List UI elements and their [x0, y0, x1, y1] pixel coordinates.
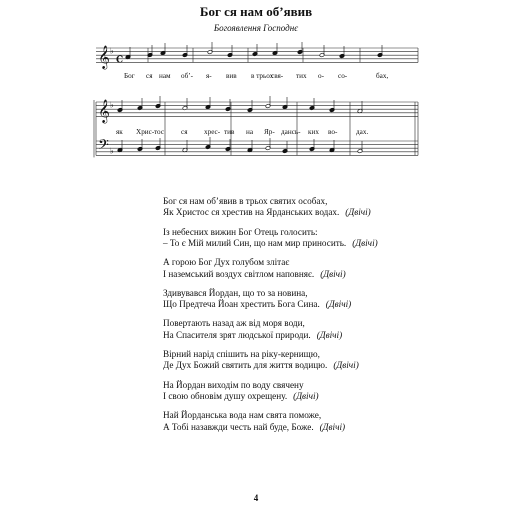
- repeat-mark: (Двічі): [293, 391, 319, 402]
- verse-line: [163, 330, 383, 341]
- song-subtitle: Богоявлення Господнє: [213, 23, 299, 33]
- lyric-syllable: дансь-: [281, 128, 301, 136]
- verse-line-text: На Спасителя зрят людської природи.: [163, 329, 311, 340]
- verse-line-text: Де Дух Божий святить для життя водицю.: [163, 360, 328, 371]
- verse-line: [163, 257, 383, 268]
- verse-line-text: А горою Бог Дух голубом злітає: [163, 257, 290, 268]
- clefs: [98, 44, 123, 156]
- verse-line-text: – То є Мій милий Син, що нам мир приносить.: [163, 238, 347, 249]
- lyric-syllable: як: [116, 128, 123, 136]
- verse-line: [163, 410, 383, 421]
- lyric-syllable: Хрис-: [136, 128, 155, 136]
- verse-line: [163, 380, 383, 391]
- lyric-syllable: Яр-: [264, 128, 275, 136]
- verse: [163, 227, 383, 250]
- verse-line: [163, 360, 383, 371]
- lyric-syllable: тих: [296, 72, 307, 80]
- verses: [163, 196, 383, 441]
- verse-line-text: Здивувався Йордан, що то за новина,: [163, 287, 308, 298]
- verse-line-text: Най Йорданська вода нам свята поможе,: [163, 410, 322, 421]
- verse-line-text: Із небесних вижин Бог Отець голосить:: [163, 226, 318, 237]
- lyric-syllable: дах.: [356, 128, 369, 136]
- lyric-syllable: о-: [318, 72, 324, 80]
- staff-lines: [94, 48, 418, 157]
- verse: [163, 349, 383, 372]
- lyric-syllable: ся: [181, 128, 188, 136]
- lyric-syllable: тив: [224, 128, 235, 136]
- lyric-syllable: нам: [159, 72, 171, 80]
- music-score: [0, 0, 512, 190]
- verse-line: [163, 207, 383, 218]
- verse-line: [163, 238, 383, 249]
- flat-icon: ♭: [110, 146, 114, 156]
- lyric-syllable: во-: [328, 128, 338, 136]
- verse-line: [163, 422, 383, 433]
- flat-icon: ♭: [110, 100, 114, 110]
- verse-line-text: Вірний нарід спішить на ріку-кернищю,: [163, 349, 320, 360]
- verse-line-text: Повертають назад аж від моря води,: [163, 318, 305, 329]
- repeat-mark: (Двічі): [319, 421, 346, 432]
- lyric-syllable: вив: [226, 72, 237, 80]
- repeat-mark: (Двічі): [333, 360, 359, 371]
- verse: [163, 288, 383, 311]
- verse: [163, 257, 383, 280]
- time-signature: C: [116, 55, 124, 66]
- verse-line: [163, 196, 383, 207]
- lyrics-system-1: [124, 72, 388, 80]
- verse-line-text: І наземський воздух світлом наповняє.: [163, 268, 315, 279]
- verse-line: [163, 391, 383, 402]
- repeat-mark: (Двічі): [345, 207, 371, 218]
- bass-clef-icon: 𝄢: [98, 136, 109, 157]
- verse: [163, 380, 383, 403]
- verse-line: [163, 269, 383, 280]
- verse-line: [163, 227, 383, 238]
- verse-line-text: Бог ся нам об’явив в трьох святих особах,: [163, 196, 328, 206]
- verse-line: [163, 318, 383, 329]
- repeat-mark: (Двічі): [352, 238, 378, 249]
- lyric-syllable: об’-: [181, 72, 194, 80]
- flat-icon: ♭: [110, 46, 114, 56]
- verse-line-text: І свою обновім душу охрещену.: [163, 391, 288, 402]
- repeat-mark: (Двічі): [325, 299, 352, 310]
- treble-clef-icon: 𝄞: [98, 98, 110, 123]
- verse-line-text: Що Предтеча Йоан хрестить Бога Сина.: [163, 299, 320, 310]
- verse-line: [163, 299, 383, 310]
- verse: [163, 196, 383, 219]
- song-title: Бог ся нам об’явив: [199, 4, 313, 19]
- lyric-syllable: Бог: [124, 72, 135, 80]
- lyric-syllable: тос: [154, 128, 165, 136]
- verse: [163, 410, 383, 433]
- verse-line-text: Як Христос ся хрестив на Ярданських водах.: [163, 207, 340, 218]
- verse-line-text: А Тобі назавжди честь най буде, Боже.: [163, 421, 314, 432]
- lyric-syllable: хрес-: [204, 128, 221, 136]
- lyric-syllable: бах,: [376, 72, 389, 80]
- verse: [163, 318, 383, 341]
- page-number: 4: [253, 493, 259, 503]
- lyric-syllable: я-: [206, 72, 212, 80]
- verse-line-text: На Йордан виходім по воду свячену: [163, 379, 304, 390]
- verse-line: [163, 288, 383, 299]
- lyric-syllable: в трьох: [251, 72, 274, 80]
- lyrics-system-2: [116, 128, 368, 136]
- repeat-mark: (Двічі): [316, 329, 343, 340]
- treble-clef-icon: 𝄞: [98, 44, 110, 69]
- lyric-syllable: на: [246, 128, 254, 136]
- lyric-syllable: свя-: [271, 72, 284, 80]
- verse-line: [163, 349, 383, 360]
- lyric-syllable: ся: [146, 72, 153, 80]
- lyric-syllable: со-: [338, 72, 348, 80]
- lyric-syllable: ких: [308, 128, 319, 136]
- repeat-mark: (Двічі): [320, 268, 346, 279]
